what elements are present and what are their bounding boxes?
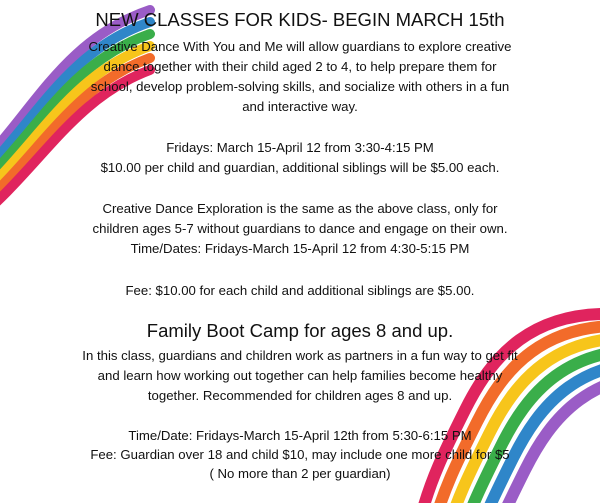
class3-title: Family Boot Camp for ages 8 and up. (146, 320, 454, 341)
class3-desc-line-1: In this class, guardians and children work as partners in a fun way to get fit (82, 348, 518, 363)
class1-desc-line-2: dance together with their child aged 2 to 4, to help prepare them for (103, 59, 497, 74)
class1-schedule: Fridays: March 15-April 12 from 3:30-4:15 PM (166, 140, 434, 155)
class3-desc-line-2: and learn how working out together can help families become healthy (97, 368, 503, 383)
flyer-title: NEW CLASSES FOR KIDS- BEGIN MARCH 15th (95, 9, 505, 30)
class2-desc-line-1: Creative Dance Exploration is the same as the above class, only for (102, 201, 498, 216)
class3-fee-line-1: Fee: Guardian over 18 and child $10, may include one more child for $5 (90, 447, 510, 462)
class2-desc-line-2: children ages 5-7 without guardians to dance and engage on their own. (92, 221, 508, 236)
class2-schedule: Time/Dates: Fridays-March 15-April 12 from 4:30-5:15 PM (130, 241, 470, 256)
class1-desc-line-3: school, develop problem-solving skills, and socialize with others in a fun (90, 79, 510, 94)
class3-desc-line-3: together. Recommended for children ages 8 and up. (147, 388, 453, 403)
class3-schedule: Time/Date: Fridays-March 15-April 12th from 5:30-6:15 PM (128, 428, 472, 443)
class1-desc-line-4: and interactive way. (242, 99, 358, 114)
class2-fee: Fee: $10.00 for each child and additional siblings are $5.00. (125, 283, 475, 298)
class1-desc-line-1: Creative Dance With You and Me will allow guardians to explore creative (88, 39, 512, 54)
class3-fee-line-2: ( No more than 2 per guardian) (209, 466, 391, 481)
class1-fee: $10.00 per child and guardian, additional siblings will be $5.00 each. (100, 160, 500, 175)
